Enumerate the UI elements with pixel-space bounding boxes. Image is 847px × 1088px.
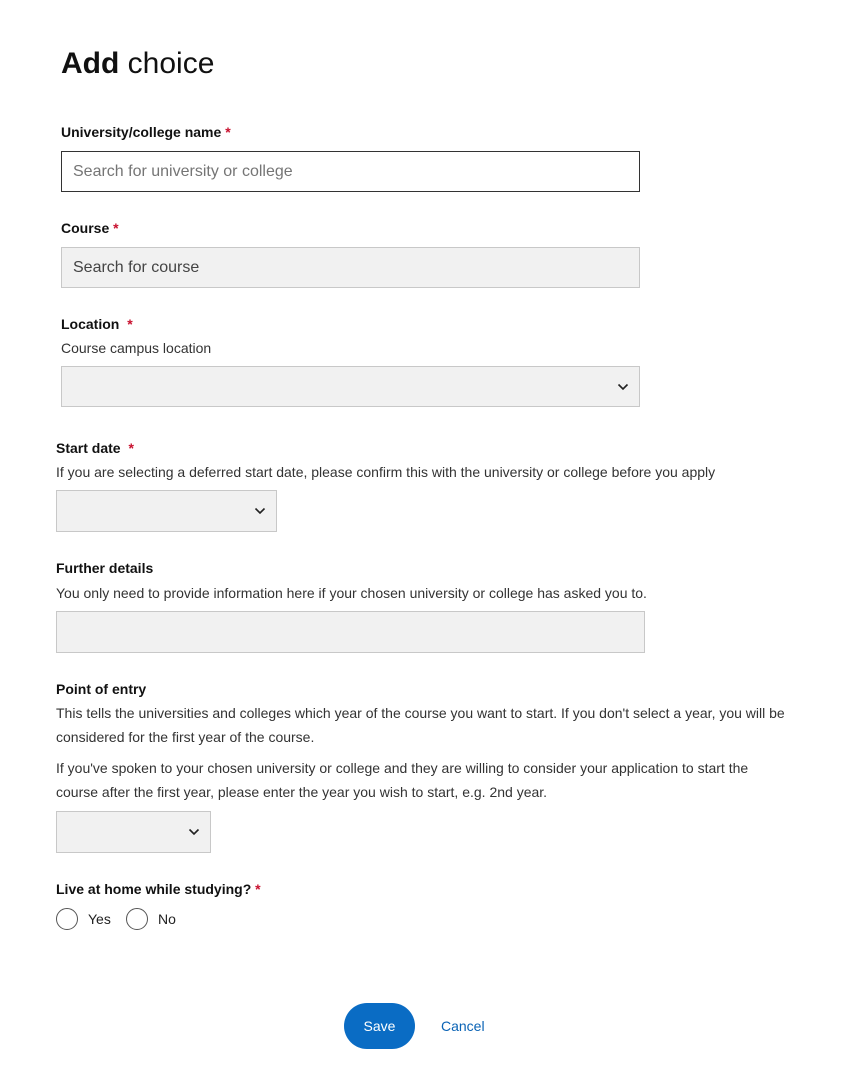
- cancel-link[interactable]: Cancel: [441, 1018, 485, 1034]
- start-date-help: If you are selecting a deferred start date, please confirm this with the university or college before you apply: [56, 464, 716, 480]
- page-title-bold: Add: [61, 47, 120, 80]
- start-date-select[interactable]: [56, 490, 277, 532]
- university-label-text: University/college name: [61, 124, 222, 140]
- further-details-input[interactable]: [56, 611, 645, 653]
- location-label-text: Location: [61, 316, 120, 332]
- point-of-entry-help-2: If you've spoken to your chosen university or college and they are willing to consider your application to start the course after the first year, please enter the year you wish to start, e.g. 2nd year.: [56, 760, 749, 800]
- course-placeholder: Search for course: [73, 258, 200, 276]
- radio-no[interactable]: [126, 908, 148, 930]
- further-details-help: You only need to provide information here if your chosen university or college has asked you to.: [56, 585, 647, 601]
- location-help: Course campus location: [61, 340, 212, 356]
- live-at-home-label-text: Live at home while studying?: [56, 881, 252, 897]
- required-marker: *: [255, 881, 261, 897]
- point-of-entry-help-1: This tells the universities and colleges which year of the course you want to start. If you don't select a year, you will be considered for the first year of the course.: [56, 705, 785, 745]
- save-button[interactable]: Save: [344, 1003, 415, 1049]
- further-details-label: [56, 559, 153, 577]
- required-marker: *: [113, 220, 119, 236]
- required-marker: *: [128, 440, 134, 456]
- course-label-text: Course: [61, 220, 110, 236]
- required-marker: *: [127, 316, 133, 332]
- radio-no-label: No: [158, 911, 176, 927]
- location-label: [61, 315, 133, 333]
- point-of-entry-select[interactable]: [56, 811, 211, 853]
- page-title-rest: choice: [127, 47, 215, 80]
- course-search-input[interactable]: [61, 247, 640, 288]
- radio-option-no[interactable]: [126, 908, 176, 930]
- chevron-down-icon: [188, 828, 200, 836]
- chevron-down-icon: [254, 507, 266, 515]
- required-marker: *: [225, 124, 231, 140]
- further-details-label-text: Further details: [56, 560, 154, 576]
- radio-option-yes[interactable]: [56, 908, 111, 930]
- live-at-home-label: [56, 880, 261, 898]
- start-date-label-text: Start date: [56, 440, 121, 456]
- point-of-entry-label: [56, 680, 146, 698]
- university-label: [61, 123, 231, 141]
- start-date-label: [56, 439, 134, 457]
- location-select[interactable]: [61, 366, 640, 407]
- point-of-entry-label-text: Point of entry: [56, 681, 147, 697]
- chevron-down-icon: [617, 383, 629, 391]
- page-title: [61, 44, 214, 84]
- radio-yes-label: Yes: [88, 911, 111, 927]
- university-search-input[interactable]: [61, 151, 640, 192]
- course-label: [61, 219, 119, 237]
- radio-yes[interactable]: [56, 908, 78, 930]
